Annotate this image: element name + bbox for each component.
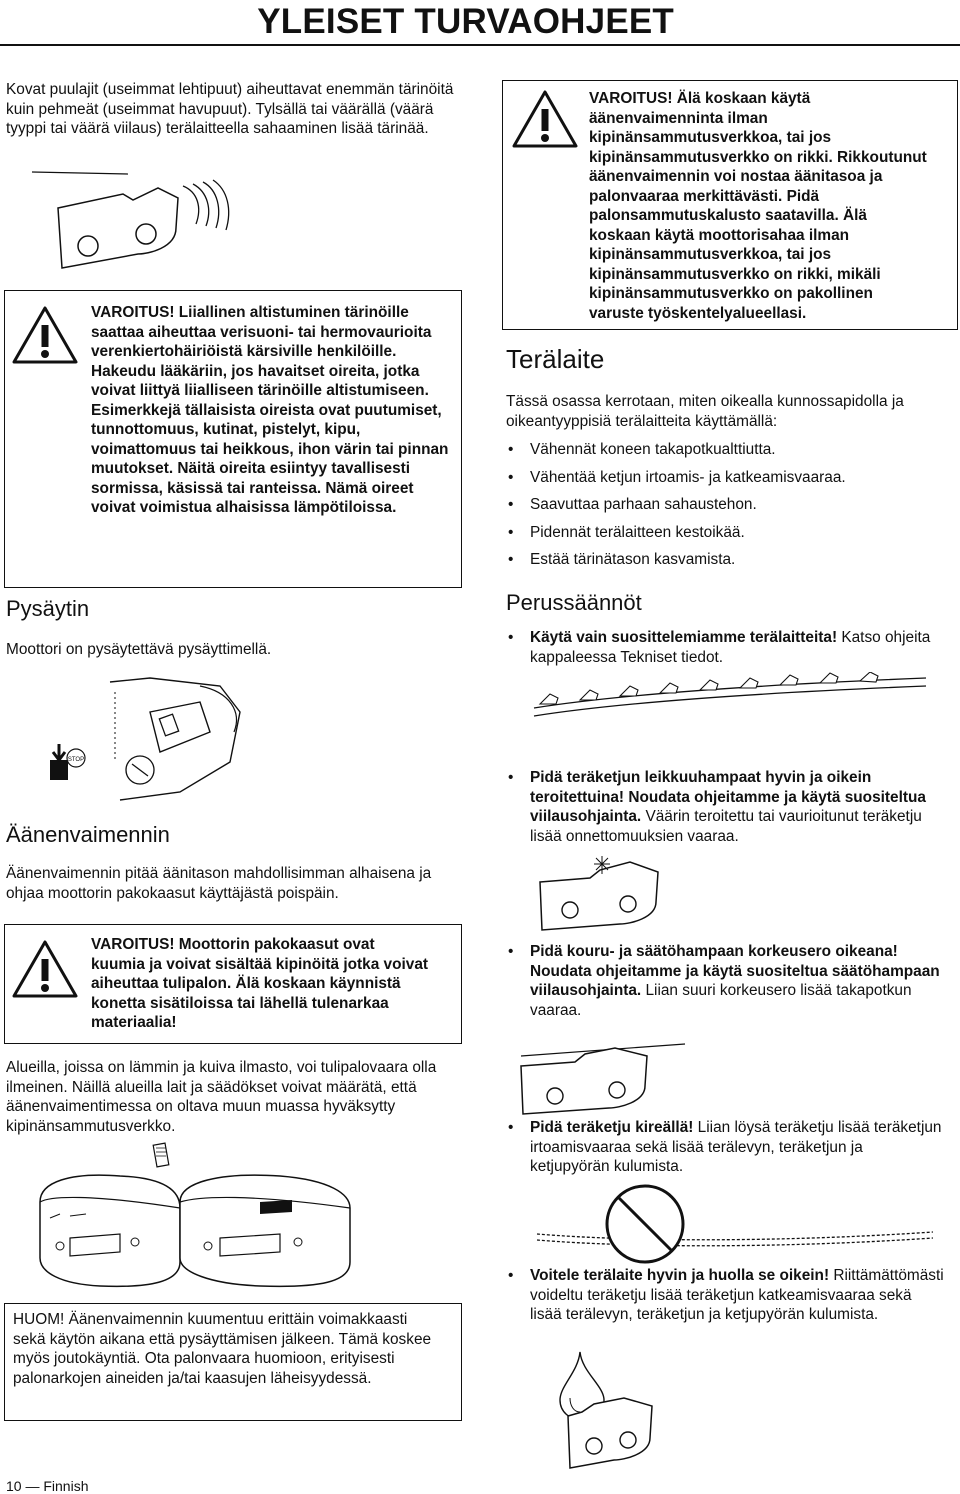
muffler-note: Alueilla, joissa on lämmin ja kuiva ilmasto, voi tulipalovaara olla ilmeinen. Näillä alueilla lait ja säädökset voivat määrätä, että äänenvaimentimessa on oltava muun muassa hyväksytty kipinänsammutusverkko. xyxy=(6,1059,437,1135)
warning-text-vibration: VAROITUS! Liiallinen altistuminen tärinöille saattaa aiheuttaa verisuoni- tai hermovaurioita verenkiertohäiriöistä kärsiville henkilöille. Hakeudu lääkäriin, jos havaitset oireita, jotka voivat liittyä liialliseen tärinöille altistumiseen. Esimerkkejä tällaisista oireista ovat puutumiset, tunnottomuus, kutinat, pistelyt, kipu, voimattomuus tai heikkous, ihon värin tai pinnan muutokset. Näitä oireita esiintyy tavallisesti sormissa, käsissä tai ranteissa. Nämä oireet voivat voimistua alhaisissa lämpötiloissa. xyxy=(91,304,449,516)
perus-item-4 xyxy=(506,1118,946,1177)
teralaite-heading: Terälaite xyxy=(506,344,605,374)
vibration-intro: Kovat puulajit (useimmat lehtipuut) aiheuttavat enemmän tärinöitä kuin pehmeät (useimmat havupuut). Tylsällä tai väärällä (väärä tyyppi tai väärä viilaus) terälaitteella sahaaminen lisää tärinää. xyxy=(6,81,454,137)
warning-box-vibration xyxy=(4,290,462,588)
perus-item-2-text: Väärin teroitettu tai vaurioitunut teräketju lisää onnettomuuksien vaaraa. xyxy=(530,808,922,845)
list-item: • Estää tärinätason kasvamista. xyxy=(506,550,946,570)
warning-triangle-icon xyxy=(11,305,79,365)
list-item: • Vähentää ketjun irtoamis- ja katkeamisvaaraa. xyxy=(506,468,946,488)
perus-item-1 xyxy=(506,628,946,667)
teralaite-intro: Tässä osassa kerrotaan, miten oikealla kunnossapidolla ja oikeantyyppisiä terälaitteita käyttämällä: xyxy=(506,393,904,430)
warning-triangle-icon xyxy=(511,89,579,149)
stop-icon-label: STOP xyxy=(67,757,85,763)
muffler-illustration xyxy=(30,1142,450,1292)
perus-item-1-bold: Käytä vain suosittelemiamme terälaitteita! xyxy=(530,629,838,646)
list-item: • Pidennät terälaitteen kestoikää. xyxy=(506,523,946,543)
stop-text: Moottori on pysäytettävä pysäyttimellä. xyxy=(6,641,272,658)
perus-heading: Perussäännöt xyxy=(506,590,642,615)
muffler-text: Äänenvaimennin pitää äänitason mahdollisimman alhaisena ja ohjaa moottorin pakokaasut käyttäjästä poispäin. xyxy=(6,865,432,902)
cutter-vibration-illustration xyxy=(28,168,238,276)
warning-box-spark-arrestor xyxy=(502,80,958,330)
saw-chain-illustration xyxy=(530,672,930,718)
page-header xyxy=(0,0,960,44)
perus-item-3 xyxy=(506,942,946,1020)
warning-text-exhaust: VAROITUS! Moottorin pakokaasut ovat kuumia ja voivat sisältää kipinöitä jotka voivat aiheuttaa tulipalon. Älä koskaan käynnistä konetta sisätiloissa tai lähellä tulenarkaa materiaalia! xyxy=(91,936,429,1031)
stop-switch-illustration xyxy=(30,672,260,802)
note-text-huom: HUOM! Äänenvaimennin kuumentuu erittäin voimakkaasti sekä käytön aikana että pysäyttämisen jälkeen. Tämä koskee myös joutokäyntiä. Ota palonvaara huomioon, erityisesti palonarkojen aineiden ja/tai kaasujen läheisyydessä. xyxy=(13,1311,432,1387)
warning-text-spark-arrestor: VAROITUS! Älä koskaan käytä äänenvaimenninta ilman kipinänsammutusverkkoa, tai jos kipinänsammutusverkko on rikki. Rikkoutunut äänenvaimennin voi nostaa äänitasoa ja palonvaaraa merkittävästi. Pidä palonsammutuskalusto saatavilla. Älä koskaan käytä moottorisahaa ilman kipinänsammutusverkkoa, tai jos kipinänsammutusverkko on rikki, mikäli kipinänsammutusverkko on pakollinen varuste työskentelyalueellasi. xyxy=(589,90,927,322)
stop-heading: Pysäytin xyxy=(6,596,90,621)
warning-triangle-icon xyxy=(11,939,79,999)
perus-item-3-text: Liian suuri korkeusero lisää takapotkun vaaraa. xyxy=(530,982,912,1019)
perus-item-4-text: Liian löysä teräketju lisää teräketjun irtoamisvaaraa sekä lisää terälevyn, teräketjun ja ketjupyörän kulumista. xyxy=(530,1119,942,1175)
perus-item-5-text: Riittämättömästi voideltu teräketju lisää teräketjun katkeamisvaaraa sekä lisää terälevyn, teräketjun ja ketjupyörän kulumista. xyxy=(530,1267,944,1323)
perus-item-3-bold: Pidä kouru- ja säätöhampaan korkeusero oikeana! Noudata ohjeitamme ja käytä suositeltua säätöhampaan viilausohjainta. xyxy=(530,943,940,999)
perus-item-2 xyxy=(506,768,946,846)
list-item: • Saavuttaa parhaan sahaustehon. xyxy=(506,495,946,515)
depth-gauge-illustration xyxy=(515,1036,695,1116)
perus-item-1-text: Katso ohjeita kappaleessa Tekniset tiedot. xyxy=(530,629,931,666)
warning-box-exhaust xyxy=(4,924,462,1044)
page-title: YLEISET TURVAOHJEET xyxy=(257,2,674,41)
note-box-huom xyxy=(4,1303,462,1421)
lubrication-illustration xyxy=(520,1346,720,1476)
muffler-heading: Äänenvaimennin xyxy=(6,822,170,847)
list-item: • Vähennät koneen takapotkualttiutta. xyxy=(506,440,946,460)
teralaite-list xyxy=(506,440,946,570)
loose-chain-illustration xyxy=(535,1180,935,1270)
header-rule xyxy=(0,44,960,46)
page-number: 10 — Finnish xyxy=(6,1478,89,1494)
perus-item-2-bold: Pidä teräketjun leikkuuhampaat hyvin ja oikein teroitettuina! Noudata ohjeitamme ja käytä suositeltua viilausohjainta. xyxy=(530,769,926,825)
perus-item-4-bold: Pidä teräketju kireällä! xyxy=(530,1119,694,1136)
perus-item-5 xyxy=(506,1266,946,1325)
perus-item-5-bold: Voitele terälaite hyvin ja huolla se oikein! xyxy=(530,1267,830,1284)
cutter-sharpening-illustration xyxy=(530,852,680,932)
